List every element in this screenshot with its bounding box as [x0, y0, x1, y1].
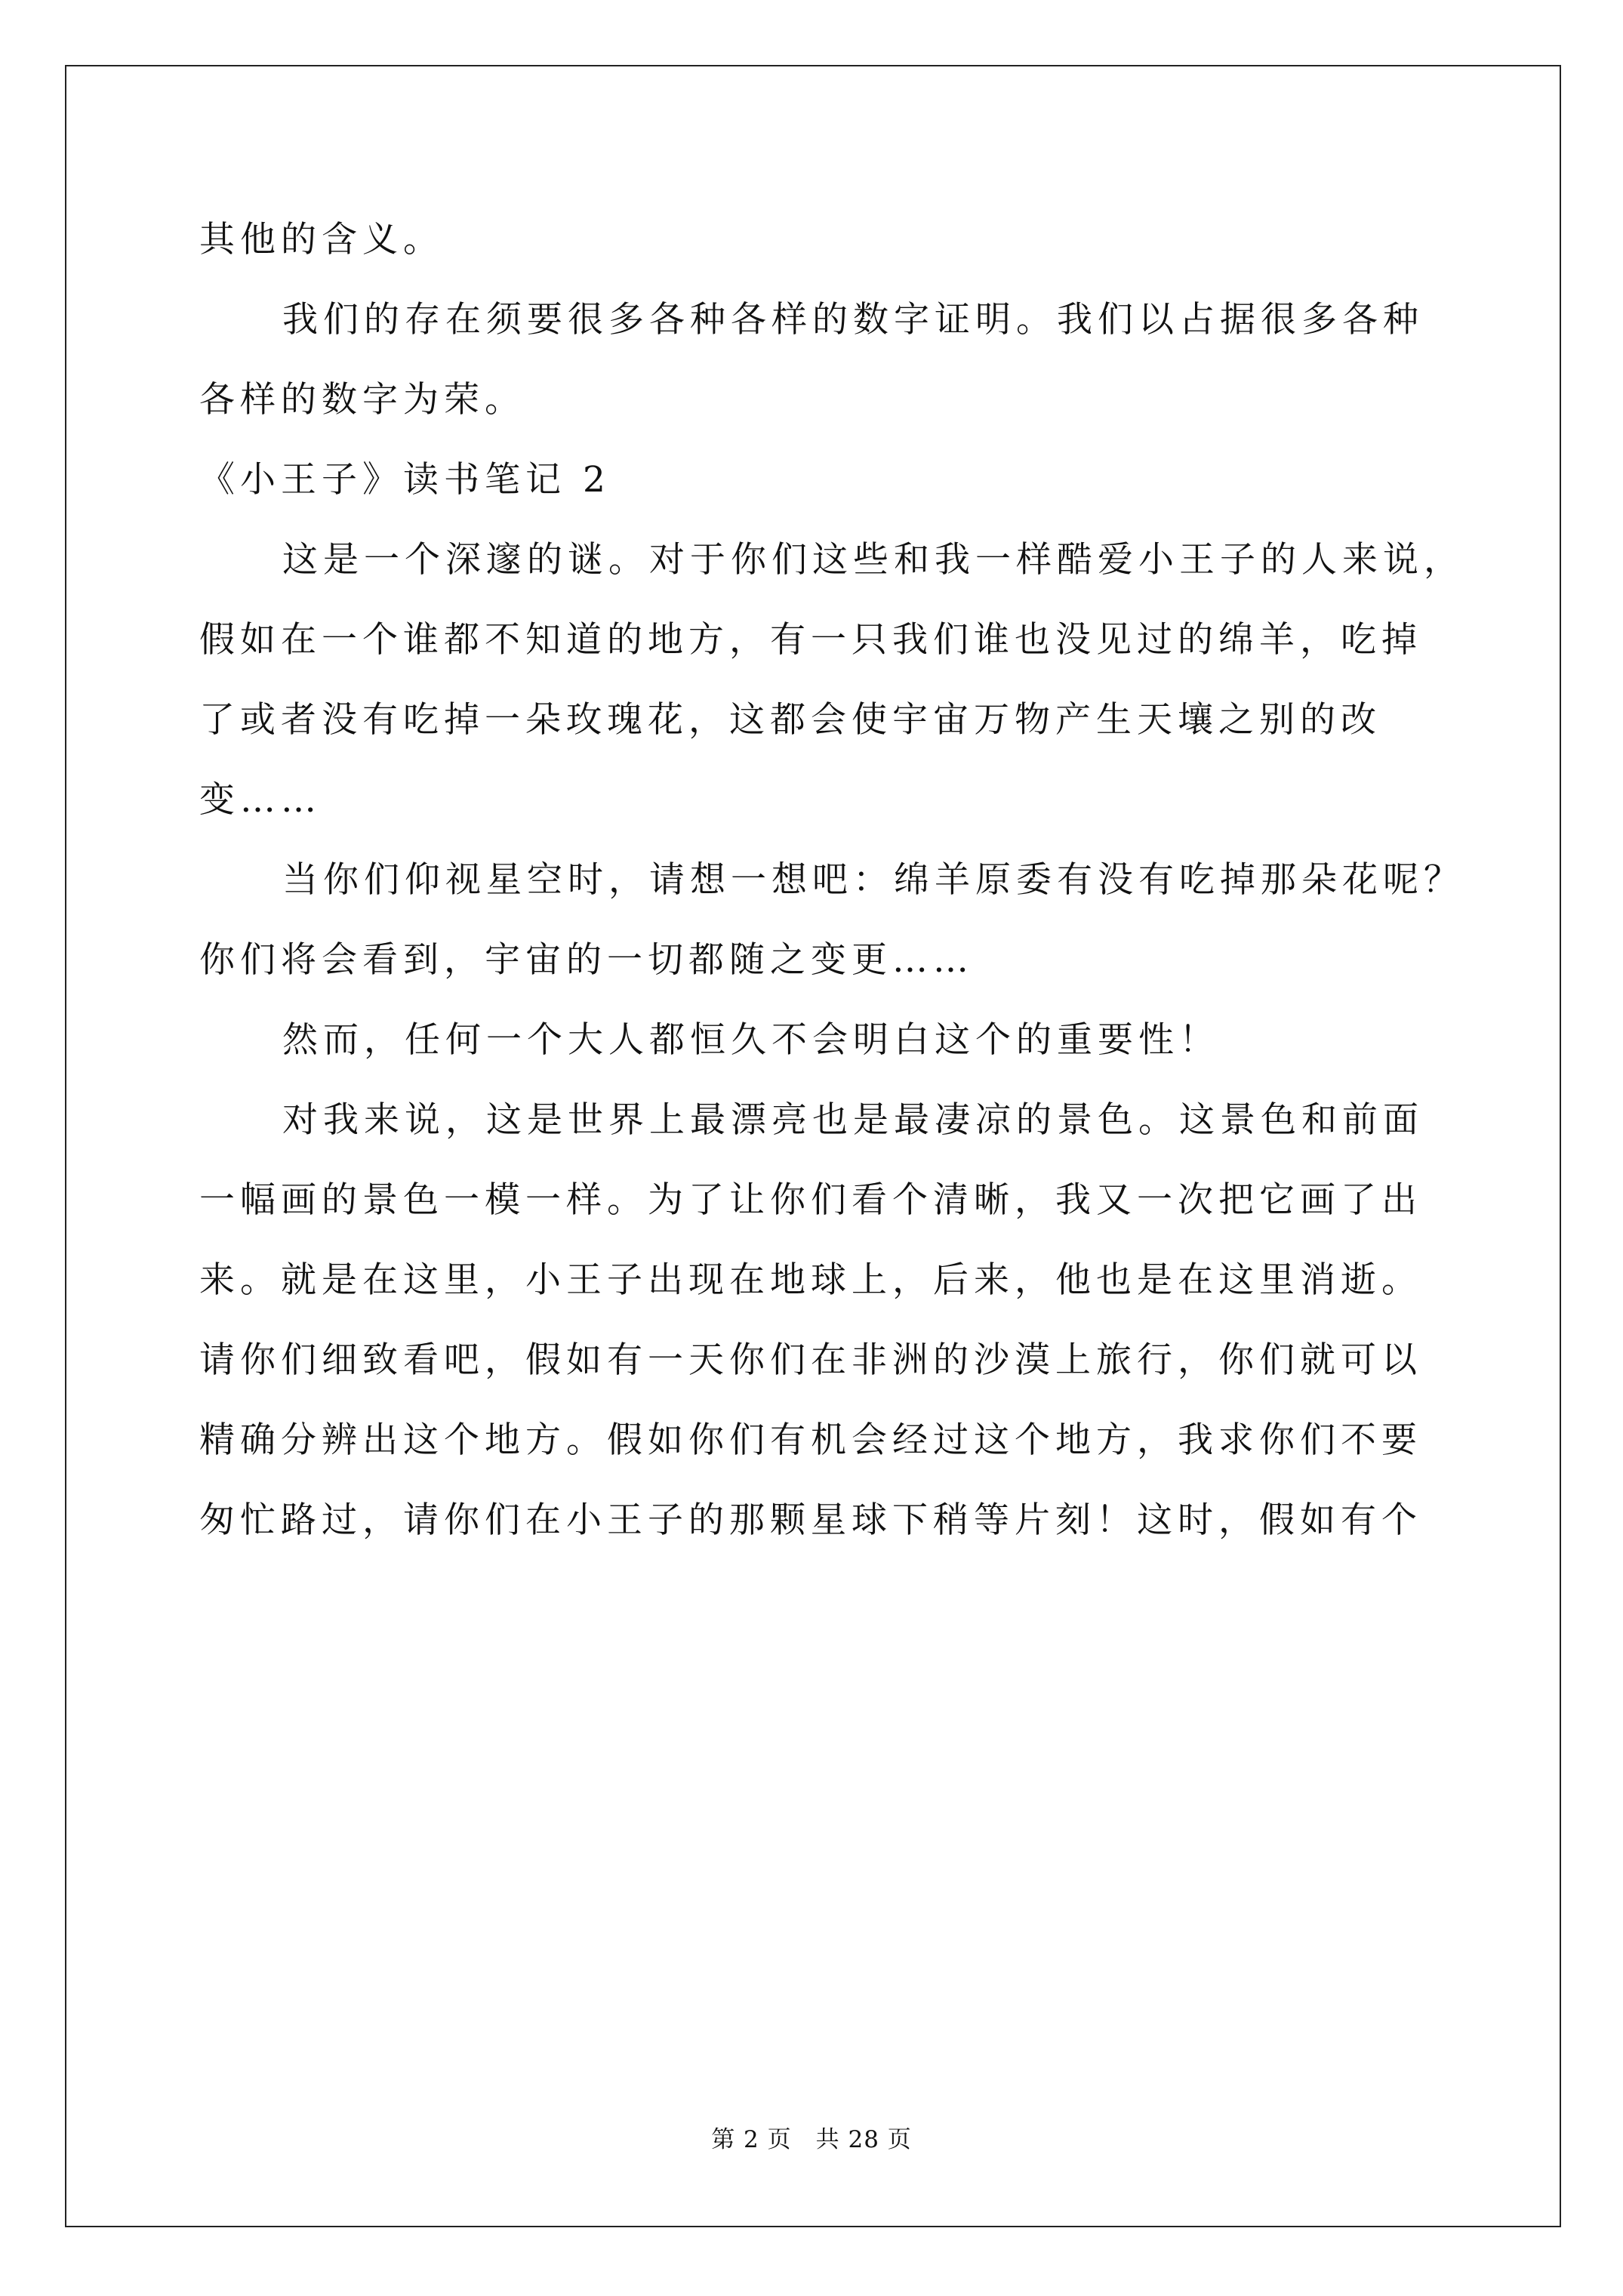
- paragraph-line: 当你们仰视星空时，请想一想吧：绵羊原委有没有吃掉那朵花呢？: [282, 859, 1464, 901]
- paragraph-line: 这是一个深邃的谜。对于你们这些和我一样酷爱小王子的人来说，: [282, 539, 1464, 581]
- paragraph-line: 对我来说，这是世界上最漂亮也是最凄凉的景色。这景色和前面: [282, 1099, 1424, 1141]
- text-line: 你们将会看到，宇宙的一切都随之变更……: [199, 939, 974, 981]
- text-line: 精确分辨出这个地方。假如你们有机会经过这个地方，我求你们不要: [199, 1419, 1422, 1461]
- text-line: 来。就是在这里，小王子出现在地球上，后来，他也是在这里消逝。: [199, 1259, 1422, 1301]
- text-line: 一幅画的景色一模一样。为了让你们看个清晰，我又一次把它画了出: [199, 1179, 1422, 1221]
- text-line: 假如在一个谁都不知道的地方，有一只我们谁也没见过的绵羊，吃掉: [199, 619, 1422, 661]
- text-line: 各样的数字为荣。: [199, 379, 525, 421]
- text-line: 其他的含义。: [199, 219, 444, 260]
- paragraph-line: 我们的存在须要很多各种各样的数字证明。我们以占据很多各种: [282, 299, 1424, 341]
- text-line: 请你们细致看吧，假如有一天你们在非洲的沙漠上旅行，你们就可以: [199, 1339, 1422, 1381]
- section-heading: 《小王子》读书笔记 2: [199, 459, 611, 501]
- text-line: 了或者没有吃掉一朵玫瑰花，这都会使宇宙万物产生天壤之别的改: [199, 699, 1381, 741]
- text-line: 匆忙路过，请你们在小王子的那颗星球下稍等片刻！这时，假如有个: [199, 1499, 1422, 1541]
- paragraph-line: 然而，任何一个大人都恒久不会明白这个的重要性！: [282, 1019, 1220, 1061]
- text-line: 变……: [199, 779, 322, 821]
- page-number: 第 2 页 共 28 页: [711, 2126, 912, 2153]
